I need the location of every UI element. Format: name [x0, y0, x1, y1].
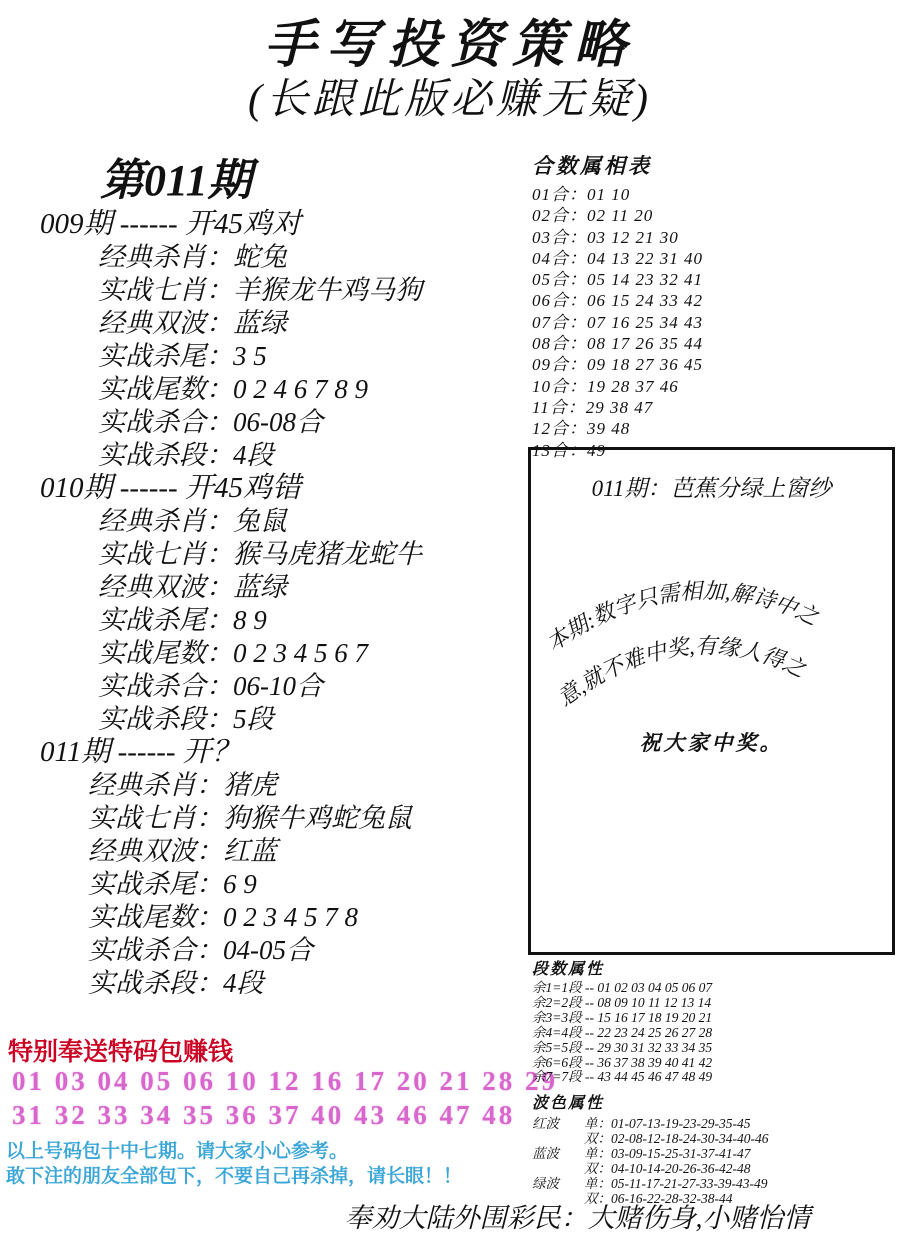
bose-shuang-line: 双：04-10-14-20-26-36-42-48 — [584, 1161, 751, 1176]
bose-dan-line: 单：05-11-17-21-27-33-39-43-49 — [584, 1176, 768, 1191]
hesu-row: 06合：06 15 24 33 42 — [532, 291, 703, 311]
period-block-009 — [40, 208, 530, 472]
period-block-011 — [40, 736, 530, 1000]
period-line: 实战杀尾：3 5 — [98, 341, 267, 371]
bose-dan-line: 单：03-09-15-25-31-37-41-47 — [584, 1146, 751, 1161]
hesu-row: 11合：29 38 47 — [532, 397, 654, 417]
bose-shuang-line: 双：02-08-12-18-24-30-34-40-46 — [584, 1131, 769, 1146]
period-line: 实战七肖：猴马虎猪龙蛇牛 — [98, 539, 422, 569]
page-footer: 奉劝大陆外围彩民：大赌伤身,小赌怡情 — [344, 1203, 811, 1233]
poem-arc-line1: 本期:数字只需相加,解诗中之 — [541, 578, 822, 656]
hesu-row: 01合：01 10 — [532, 185, 631, 204]
period-line: 经典杀肖：猪虎 — [88, 770, 277, 800]
duanshu-row: 余2=2段 -- 08 09 10 11 12 13 14 — [532, 994, 712, 1010]
page-title: 手写投资策略 — [263, 17, 636, 74]
period-line: 实战杀段：4段 — [98, 440, 274, 470]
period-line: 经典杀肖：蛇兔 — [98, 242, 287, 272]
duanshu-title: 段数属性 — [532, 961, 605, 978]
period-line: 实战七肖：狗猴牛鸡蛇兔鼠 — [88, 803, 412, 833]
special-offer-note-line1: 以上号码包十中七期。请大家小心参考。 — [6, 1141, 349, 1162]
period-block-010 — [40, 472, 530, 736]
poem-heading: 011期：芭蕉分绿上窗纱 — [591, 476, 832, 501]
special-offer-numbers-line1: 01 03 04 05 06 10 12 16 17 20 21 28 29 — [12, 1066, 558, 1096]
period-line: 实战杀段：5段 — [98, 704, 274, 734]
hesu-row: 09合：09 18 27 36 45 — [532, 355, 703, 375]
poem-arc-text — [537, 531, 887, 741]
bose-shuang-line: 双：06-16-22-28-32-38-44 — [584, 1191, 733, 1206]
period-line: 实战杀尾：8 9 — [98, 605, 267, 635]
bose-group-name: 绿波 — [532, 1176, 559, 1191]
period-line: 实战杀合：06-10合 — [98, 671, 323, 701]
hesu-row: 13合：49 — [532, 440, 606, 460]
period-line: 经典杀肖：兔鼠 — [98, 506, 287, 536]
hesu-row: 05合：05 14 23 32 41 — [532, 270, 703, 290]
bose-group-red — [532, 1116, 892, 1146]
special-offer-heading: 特别奉送特码包赚钱 — [8, 1039, 234, 1066]
period-line: 实战杀合：06-08合 — [98, 407, 323, 437]
bose-group-name: 红波 — [532, 1116, 559, 1131]
period-line: 实战尾数：0 2 4 6 7 8 9 — [98, 374, 368, 404]
period-line: 经典双波：红蓝 — [88, 836, 277, 866]
hesu-table-title: 合数属相表 — [532, 154, 652, 178]
issue-heading: 第011期 — [100, 156, 252, 205]
period-line: 经典双波：蓝绿 — [98, 572, 287, 602]
bose-group-blue — [532, 1146, 892, 1176]
duanshu-row: 余5=5段 -- 29 30 31 32 33 34 35 — [532, 1039, 713, 1055]
hesu-row: 07合：07 16 25 34 43 — [532, 312, 703, 332]
period-line: 实战尾数：0 2 3 4 5 6 7 — [98, 638, 368, 668]
duanshu-row: 余1=1段 -- 01 02 03 04 05 06 07 — [532, 980, 713, 995]
poem-wish: 祝大家中奖。 — [639, 731, 784, 755]
period-line: 实战七肖：羊猴龙牛鸡马狗 — [98, 275, 422, 305]
bose-table — [532, 1090, 892, 1206]
special-offer-note-line2: 敢下注的朋友全部包下，不要自己再杀掉，请长眼！！ — [6, 1166, 463, 1187]
hesu-row: 04合：04 13 22 31 40 — [532, 248, 703, 268]
period-line: 实战尾数：0 2 3 4 5 7 8 — [88, 902, 358, 932]
poem-box — [528, 447, 895, 955]
duanshu-row: 余7=7段 -- 43 44 45 46 47 48 49 — [532, 1069, 713, 1085]
hesu-row: 03合：03 12 21 30 — [532, 227, 679, 247]
duanshu-table — [532, 956, 892, 1085]
period-header: 009期 ------ 开45鸡对 — [40, 208, 301, 240]
bose-group-name: 蓝波 — [532, 1146, 559, 1161]
period-line: 经典双波：蓝绿 — [98, 308, 287, 338]
period-header: 010期 ------ 开45鸡错 — [40, 472, 301, 504]
hesu-row: 02合：02 11 20 — [532, 206, 654, 226]
period-line: 实战杀尾：6 9 — [88, 869, 257, 899]
duanshu-row: 余3=3段 -- 15 16 17 18 19 20 21 — [532, 1009, 713, 1025]
hesu-row: 08合：08 17 26 35 44 — [532, 334, 703, 354]
special-offer-numbers-line2: 31 32 33 34 35 36 37 40 43 46 47 48 — [12, 1100, 516, 1130]
duanshu-row: 余4=4段 -- 22 23 24 25 26 27 28 — [532, 1024, 713, 1040]
period-header: 011期 ------ 开？ — [40, 736, 241, 768]
period-line: 实战杀合：04-05合 — [88, 935, 313, 965]
hesu-table — [532, 150, 892, 461]
poem-arc-line2: 意,就不难中奖,有缘人得之 — [552, 633, 809, 711]
period-list — [40, 208, 530, 1000]
hesu-row: 10合：19 28 37 46 — [532, 376, 679, 396]
svg-text:意,就不难中奖,有缘人得之 — [552, 633, 810, 710]
page-subtitle: (长跟此版必赚无疑) — [248, 77, 652, 123]
bose-dan-line: 单：01-07-13-19-23-29-35-45 — [584, 1116, 751, 1131]
hesu-row: 12合：39 48 — [532, 419, 631, 439]
bose-title: 波色属性 — [532, 1095, 605, 1112]
duanshu-row: 余6=6段 -- 36 37 38 39 40 41 42 — [532, 1054, 713, 1070]
period-line: 实战杀段：4段 — [88, 968, 264, 998]
